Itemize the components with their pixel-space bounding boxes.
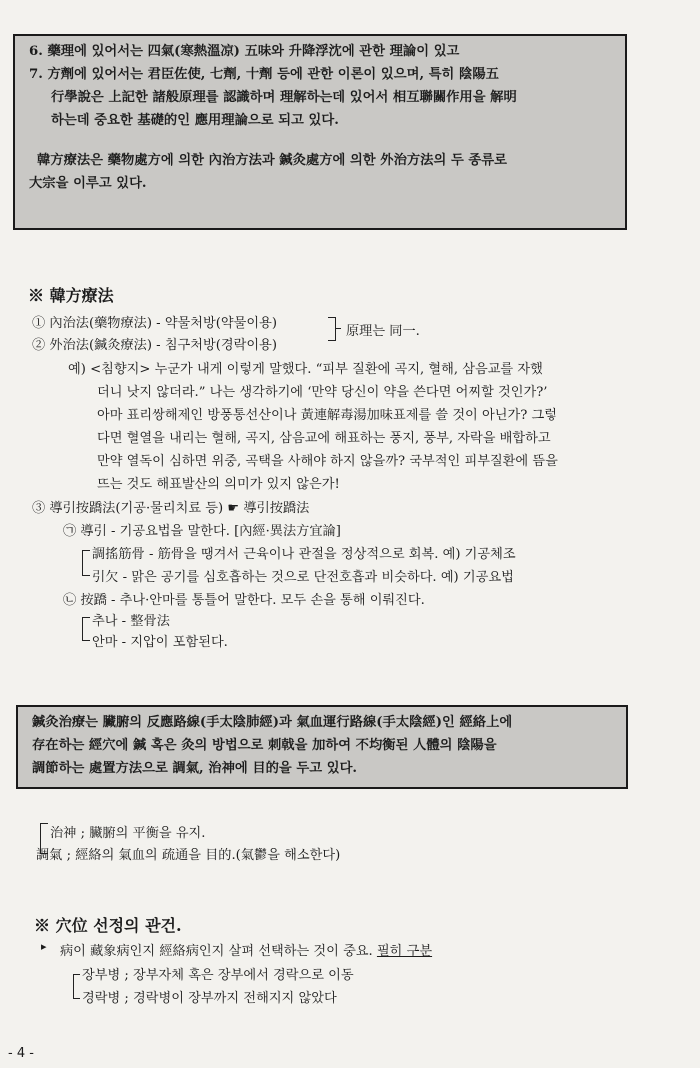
acupoint-line-1 (60, 940, 432, 959)
daoyin-definition: ㉠ 導引 - 기공요법을 말한다. [內經·異法方宜論] (63, 524, 341, 539)
example-line-5: 만약 열독이 심하면 위중, 곡택을 사해야 하지 않을까? 국부적인 피부질환에 뜸을 (97, 454, 558, 469)
zangfu-line: 장부병 ; 장부자체 혹은 장부에서 경락으로 이동 (82, 968, 354, 983)
principle-note: 原理는 同一. (346, 324, 420, 339)
therapy-item-daoyin: ③ 導引按蹻法(기공·물리치료 등) ☛ 導引按蹻法 (32, 501, 310, 516)
daoyin-sub-1: 調搖筋骨 - 筋骨을 땡겨서 근육이나 관절을 정상적으로 회복. 예) 기공체조 (92, 547, 516, 562)
section-heading-hanbang: ※ 韓方療法 (28, 286, 114, 305)
anqiao-definition: ㉡ 按蹻 - 추나·안마를 통틀어 말한다. 모두 손을 통해 이뤄진다. (63, 593, 425, 608)
box1-line-3: 行學說은 上記한 諸般原理를 認識하며 理解하는데 있어서 相互聯關作用을 解明 (51, 90, 517, 105)
example-line-6: 뜨는 것도 해표발산의 의미가 있지 않은가! (97, 477, 340, 492)
shen-line: 治神 ; 臟腑의 平衡을 유지. (50, 826, 206, 841)
box1-line-2: 7. 方劑에 있어서는 君臣佐使, 七劑, 十劑 등에 관한 이론이 있으며, 특히 陰陽五 (29, 67, 499, 82)
box1-line-6: 大宗을 이루고 있다. (29, 176, 147, 191)
box1-line-4: 하는데 중요한 基礎的인 應用理論으로 되고 있다. (51, 113, 339, 128)
daoyin-sub-2: 引欠 - 맑은 공기를 심호흡하는 것으로 단전호흡과 비슷하다. 예) 기공요법 (92, 570, 514, 585)
box2-line-1: 鍼灸治療는 臟腑의 反應路線(手太陰肺經)과 氣血運行路線(手太陰經)인 經絡上에 (32, 715, 513, 730)
box2-line-3: 調節하는 處置方法으로 調氣, 治神에 目的을 두고 있다. (32, 761, 358, 776)
example-line-1: 예) <침향지> 누군가 내게 이렇게 말했다. “피부 질환에 곡지, 혈해, 삼음교를 자했 (68, 362, 543, 377)
section-heading-acupoint: ※ 穴位 선정의 관건. (34, 916, 182, 935)
therapy-item-external: ② 外治法(鍼灸療法) - 침구처방(경락이용) (32, 338, 278, 353)
acupoint-emphasis: 필히 구분 (376, 944, 433, 959)
bracket-right (328, 317, 336, 341)
summary-box-theory (13, 34, 627, 230)
box1-line-1: 6. 藥理에 있어서는 四氣(寒熱溫凉) 五味와 升降浮沈에 관한 理論이 있고 (29, 44, 460, 59)
acupoint-line-1-main: 病이 藏象病인지 經絡病인지 살펴 선택하는 것이 중요. (60, 944, 377, 959)
box1-line-5: 韓方療法은 藥物處方에 의한 內治方法과 鍼灸處方에 의한 外治方法의 두 종류로 (37, 153, 507, 168)
example-line-2: 더니 낫지 않더라.” 나는 생각하기에 ‘만약 당신이 약을 쓴다면 어찌할 것인가?’ (97, 385, 548, 400)
box2-line-2: 存在하는 經穴에 鍼 혹은 灸의 방법으로 刺戟을 加하여 不均衡된 人體의 陰陽을 (32, 738, 497, 753)
anqiao-sub-1: 추나 - 整骨法 (92, 614, 170, 629)
summary-box-acupuncture (16, 705, 628, 789)
page-number: - 4 - (8, 1046, 34, 1061)
bracket-anqiao (82, 617, 90, 641)
anqiao-sub-2: 안마 - 지압이 포함된다. (92, 635, 228, 650)
bullet-icon: ▸ (41, 940, 47, 953)
qi-line: 調氣 ; 經絡의 氣血의 疏通을 目的.(氣鬱을 해소한다) (36, 848, 341, 863)
example-line-3: 아마 표리쌍해제인 방풍통선산이나 黃連解毒湯加味표제를 쓸 것이 아닌가? 그렇 (97, 408, 557, 423)
jingluo-line: 경락병 ; 경락병이 장부까지 전해지지 않았다 (82, 991, 337, 1006)
example-line-4: 다면 혈열을 내리는 혈해, 곡지, 삼음교에 해표하는 풍지, 풍부, 자락을 배합하고 (97, 431, 551, 446)
bracket-zangfu (73, 974, 80, 999)
bracket-tick (335, 328, 341, 329)
therapy-item-internal: ① 內治法(藥物療法) - 약물처방(약물이용) (32, 316, 278, 331)
bracket-daoyin (82, 550, 90, 576)
